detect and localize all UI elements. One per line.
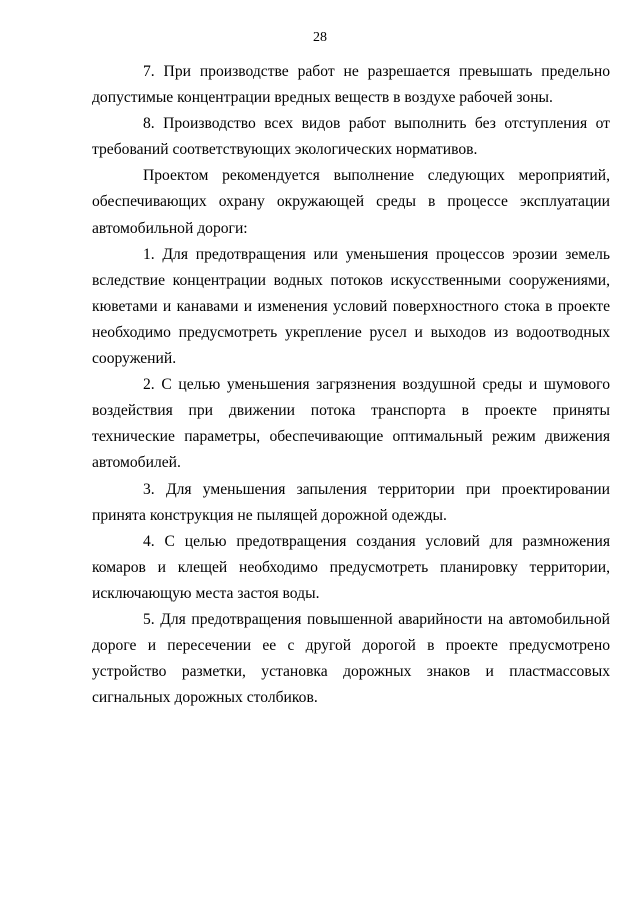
paragraph-item-7: 7. При производстве работ не разрешается превышать предельно допустимые концентрации вредных веществ в воздухе рабочей зоны. [92, 63, 610, 107]
paragraph-measure-4: 4. С целью предотвращения создания условий для размножения комаров и клещей необходимо предусмотреть планировку территории, исключающую места застоя воды. [92, 532, 610, 602]
paragraph-measure-3: 3. Для уменьшения запыления территории при проектировании принята конструкция не пылящей дорожной одежды. [92, 480, 610, 524]
paragraph-measure-5: 5. Для предотвращения повышенной аварийности на автомобильной дороге и пересечении ее с другой дорогой в проекте предусмотрено устройство разметки, установка дорожных знаков и пластмассовых сигнальных дорожных столбиков. [92, 610, 610, 707]
document-body [92, 59, 610, 711]
paragraph-item-8: 8. Производство всех видов работ выполнить без отступления от требований соответствующих экологических нормативов. [92, 115, 610, 159]
page-number: 28 [313, 30, 327, 45]
paragraph-measure-1: 1. Для предотвращения или уменьшения процессов эрозии земель вследствие концентрации водных потоков искусственными сооружениями, кюветами и канавами и изменения условий поверхностного стока в проекте необходимо предусмотреть укрепление русел и выходов из водоотводных сооружений. [92, 245, 610, 368]
paragraph-project-recommendations: Проектом рекомендуется выполнение следующих мероприятий, обеспечивающих охрану окружающей среды в процессе эксплуатации автомобильной дороги: [92, 167, 610, 237]
paragraph-measure-2: 2. С целью уменьшения загрязнения воздушной среды и шумового воздействия при движении потока транспорта в проекте приняты технические параметры, обеспечивающие оптимальный режим движения автомобилей. [92, 376, 610, 472]
